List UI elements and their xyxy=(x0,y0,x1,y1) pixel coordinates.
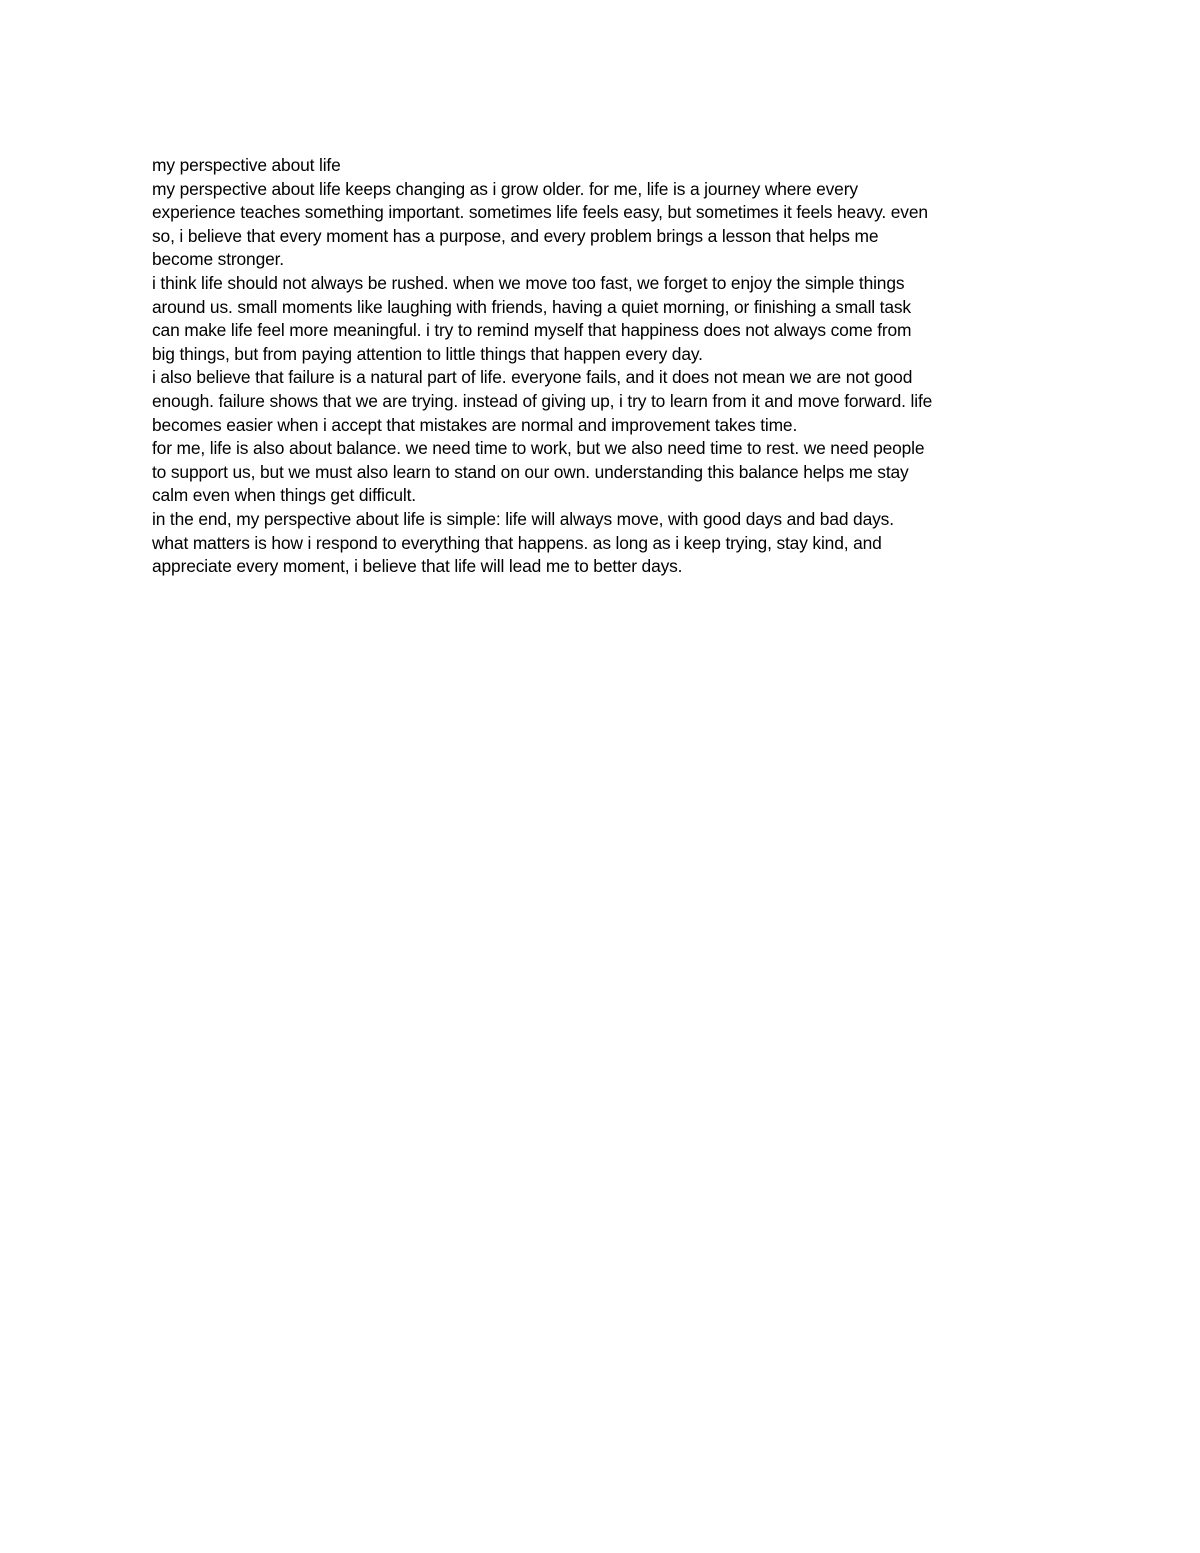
paragraph-line: so, i believe that every moment has a purpose, and every problem brings a lesson that helps me xyxy=(152,225,879,246)
paragraph-line: to support us, but we must also learn to stand on our own. understanding this balance helps me stay xyxy=(152,461,909,482)
paragraph-line: big things, but from paying attention to little things that happen every day. xyxy=(152,343,703,364)
paragraph-line: what matters is how i respond to everything that happens. as long as i keep trying, stay kind, and xyxy=(152,532,882,553)
paragraph-line: become stronger. xyxy=(152,249,284,270)
paragraph-1 xyxy=(152,178,1052,272)
paragraph-line: i think life should not always be rushed. when we move too fast, we forget to enjoy the simple things xyxy=(152,272,905,293)
paragraph-line: experience teaches something important. sometimes life feels easy, but sometimes it feels heavy. even xyxy=(152,202,928,223)
document-title: my perspective about life xyxy=(152,155,341,175)
paragraph-4 xyxy=(152,437,1052,508)
paragraph-2 xyxy=(152,272,1052,366)
paragraph-line: i also believe that failure is a natural part of life. everyone fails, and it does not mean we are not good xyxy=(152,367,913,388)
paragraph-line: calm even when things get difficult. xyxy=(152,485,416,506)
document-body xyxy=(152,154,1052,579)
paragraph-5 xyxy=(152,508,1052,579)
paragraph-line: in the end, my perspective about life is simple: life will always move, with good days and bad days. xyxy=(152,508,894,529)
paragraph-line: my perspective about life keeps changing as i grow older. for me, life is a journey where every xyxy=(152,178,858,199)
paragraph-3 xyxy=(152,366,1052,437)
paragraph-line: appreciate every moment, i believe that life will lead me to better days. xyxy=(152,556,683,577)
paragraph-line: for me, life is also about balance. we need time to work, but we also need time to rest. we need people xyxy=(152,438,925,459)
paragraph-line: can make life feel more meaningful. i try to remind myself that happiness does not always come from xyxy=(152,320,912,341)
paragraph-line: enough. failure shows that we are trying. instead of giving up, i try to learn from it and move forward. life xyxy=(152,390,933,411)
paragraph-line: around us. small moments like laughing with friends, having a quiet morning, or finishing a small task xyxy=(152,296,911,317)
paragraph-line: becomes easier when i accept that mistakes are normal and improvement takes time. xyxy=(152,414,798,435)
